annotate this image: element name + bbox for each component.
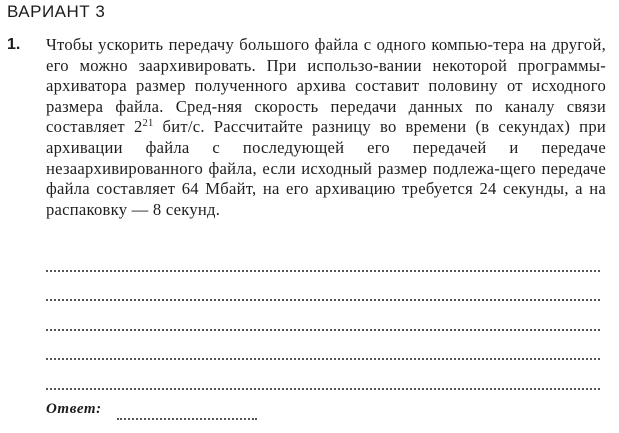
- power-base: 2: [133, 117, 143, 137]
- answer-label: Ответ:: [46, 401, 102, 417]
- solution-line[interactable]: [46, 299, 600, 301]
- task-text-part-2: бит/с. Рассчитайте разницу во времени (в секундах) при архивации файла с последующей его передачей и передаче незаархивированного файла, если исходный размер подлежа-щего передаче файла составляет 64 Мбайт, на его архивацию требуется 24 секунды, а на распаковку — 8 секунд.: [46, 117, 606, 219]
- power-exponent: 21: [142, 118, 154, 130]
- answer-field[interactable]: [117, 418, 257, 420]
- task-number: 1.: [7, 36, 21, 53]
- solution-line[interactable]: [46, 358, 600, 360]
- variant-title: ВАРИАНТ 3: [7, 2, 106, 21]
- solution-line[interactable]: [46, 388, 600, 390]
- solution-line[interactable]: [46, 329, 600, 331]
- task-text-part-1: Чтобы ускорить передачу большого файла с одного компью-тера на другой, его можно заархивировать. При использо-вании некоторой программы-архиватора размер полученного архива составит половину от исходного размера файла. Сред-няя скорость передачи данных по каналу связи составляет: [46, 35, 606, 137]
- task-text: [46, 35, 606, 220]
- solution-line[interactable]: [46, 270, 600, 272]
